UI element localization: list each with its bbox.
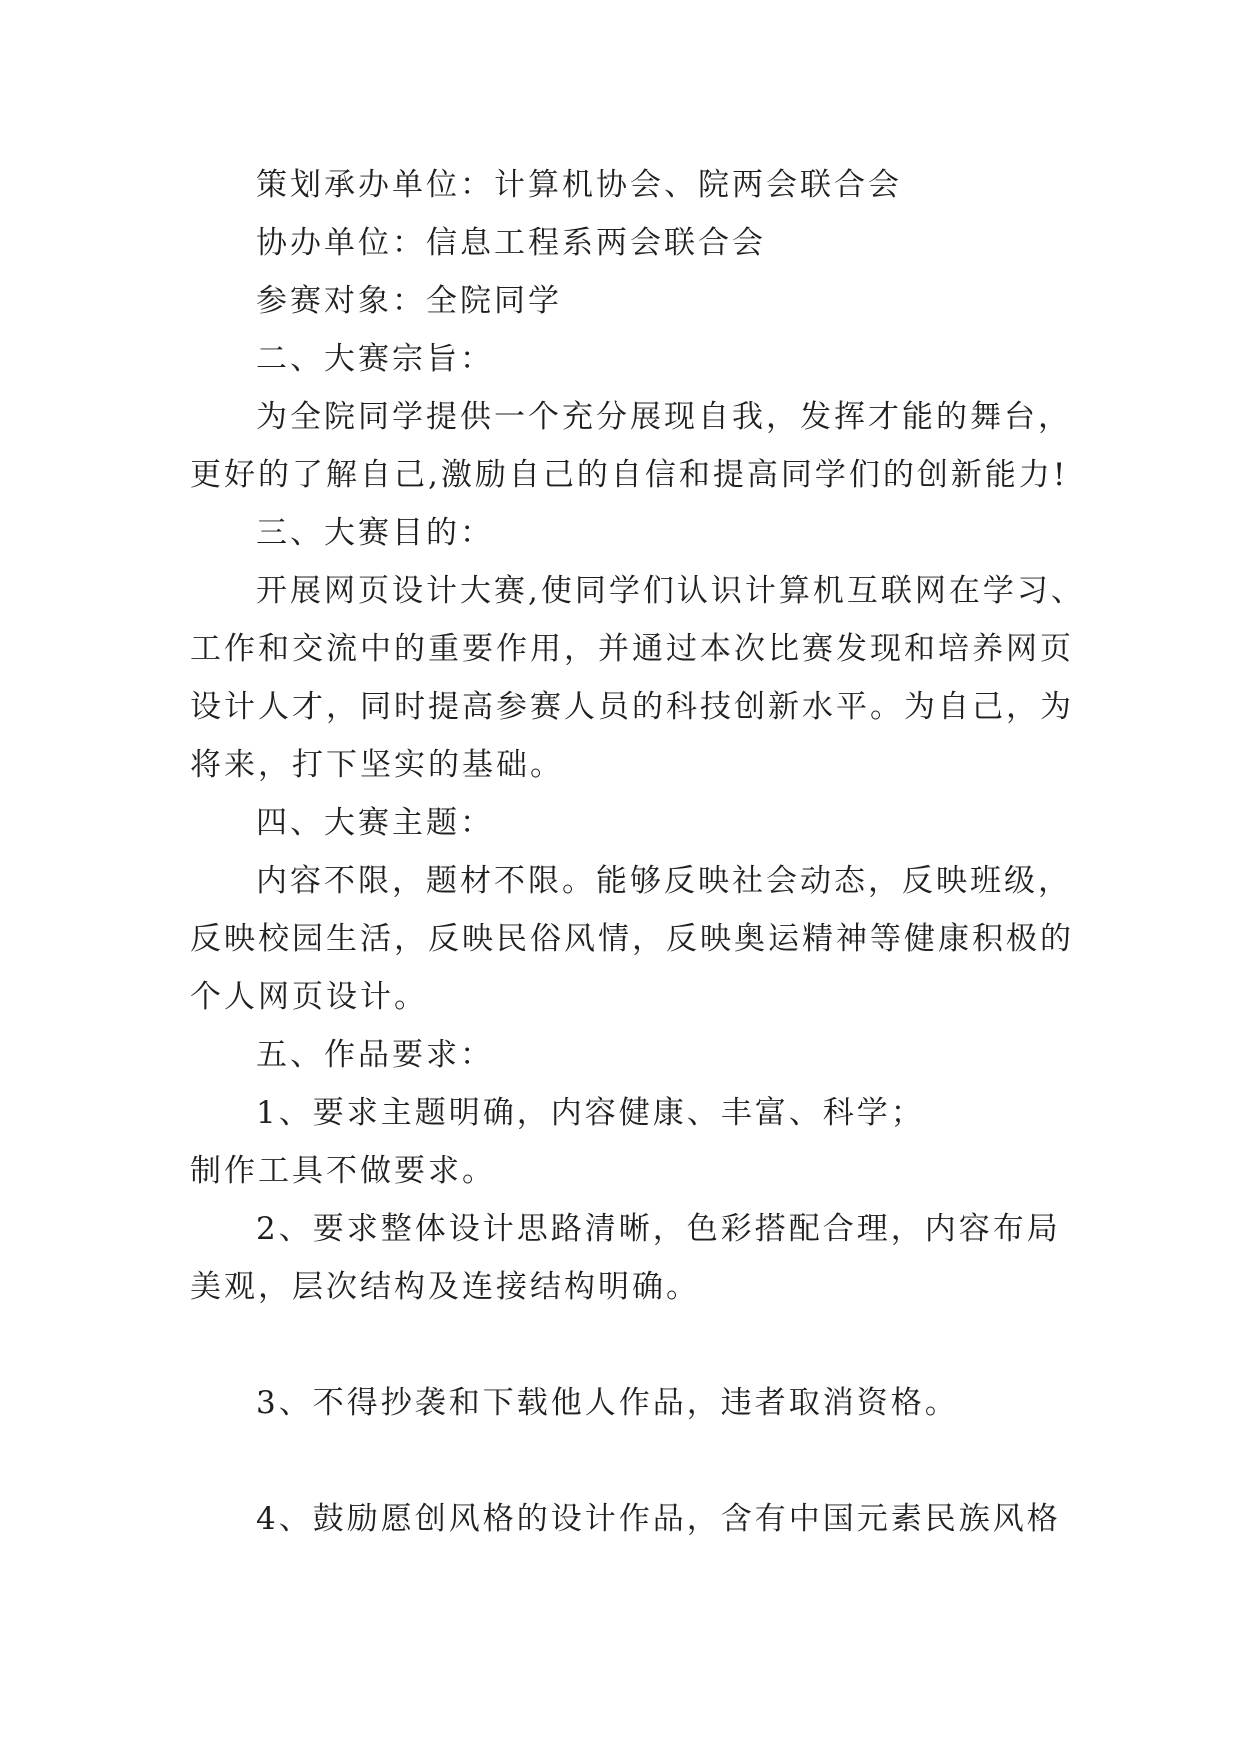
requirement-item: 4、鼓励愿创风格的设计作品，含有中国元素民族风格 [256, 1501, 1061, 1537]
paragraph-line: 美观，层次结构及连接结构明确。 [190, 1269, 700, 1305]
requirement-item: 2、要求整体设计思路清晰，色彩搭配合理，内容布局 [256, 1211, 1061, 1247]
paragraph-line: 为全院同学提供一个充分展现自我，发挥才能的舞台， [256, 399, 1072, 435]
paragraph-line: 个人网页设计。 [190, 979, 428, 1015]
co-organizer-line: 协办单位：信息工程系两会联合会 [256, 225, 766, 261]
paragraph-line: 工作和交流中的重要作用，并通过本次比赛发现和培养网页 [190, 631, 1074, 667]
section-heading-theme: 四、大赛主题： [256, 805, 494, 841]
section-heading-goal: 三、大赛目的： [256, 515, 494, 551]
section-heading-purpose: 二、大赛宗旨： [256, 341, 494, 377]
participants-line: 参赛对象：全院同学 [256, 283, 562, 319]
paragraph-line: 制作工具不做要求。 [190, 1153, 496, 1189]
paragraph-line: 反映校园生活，反映民俗风情，反映奥运精神等健康积极的 [190, 921, 1074, 957]
paragraph-line: 内容不限，题材不限。能够反映社会动态，反映班级， [256, 863, 1072, 899]
paragraph-line: 更好的了解自己,激励自己的自信和提高同学们的创新能力! [190, 457, 1069, 493]
requirement-item: 1、要求主题明确，内容健康、丰富、科学； [256, 1095, 925, 1131]
paragraph-line: 开展网页设计大赛,使同学们认识计算机互联网在学习、 [256, 573, 1085, 609]
paragraph-line: 设计人才，同时提高参赛人员的科技创新水平。为自己，为 [190, 689, 1074, 725]
requirement-item: 3、不得抄袭和下载他人作品，违者取消资格。 [256, 1385, 959, 1421]
section-heading-requirements: 五、作品要求： [256, 1037, 494, 1073]
paragraph-line: 将来，打下坚实的基础。 [190, 747, 564, 783]
organizer-line: 策划承办单位：计算机协会、院两会联合会 [256, 167, 902, 203]
